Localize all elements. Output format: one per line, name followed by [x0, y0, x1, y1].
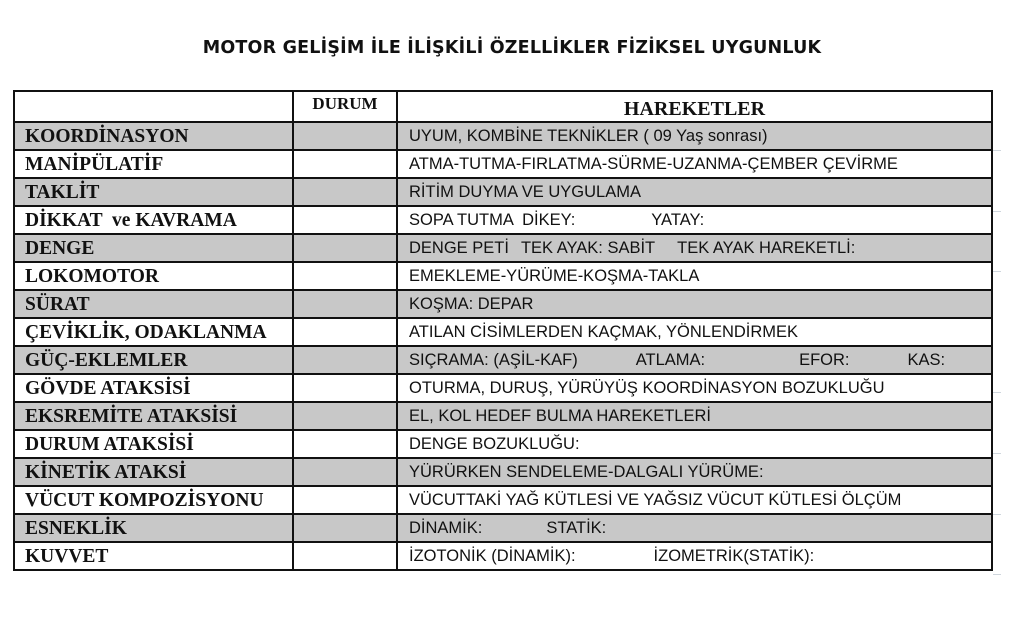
- moves-text: KOŞMA: DEPAR: [409, 295, 534, 313]
- moves-text: STATİK:: [546, 519, 607, 537]
- moves-text: UYUM, KOMBİNE TEKNİKLER ( 09 Yaş sonrası): [409, 127, 768, 145]
- table-row: [14, 290, 992, 318]
- status-cell[interactable]: [293, 346, 397, 374]
- moves-text: KAS:: [907, 351, 946, 369]
- status-cell[interactable]: [293, 150, 397, 178]
- table-header-row: [14, 91, 992, 122]
- moves-cell: [397, 486, 992, 514]
- moves-text: RİTİM DUYMA VE UYGULAMA: [409, 183, 641, 201]
- property-cell: MANİPÜLATİF: [14, 150, 293, 178]
- table-row: [14, 374, 992, 402]
- moves-cell: [397, 430, 992, 458]
- moves-text: TEK AYAK HAREKETLİ:: [677, 239, 856, 257]
- moves-text: DİNAMİK:: [409, 519, 483, 537]
- status-cell[interactable]: [293, 262, 397, 290]
- status-cell[interactable]: [293, 374, 397, 402]
- property-cell: LOKOMOTOR: [14, 262, 293, 290]
- motor-development-table: [13, 90, 993, 571]
- moves-text: TEK AYAK: SABİT: [520, 239, 656, 257]
- status-cell[interactable]: [293, 178, 397, 206]
- moves-text: EL, KOL HEDEF BULMA HAREKETLERİ: [409, 407, 711, 425]
- table-row: [14, 430, 992, 458]
- moves-cell: [397, 318, 992, 346]
- moves-cell: [397, 458, 992, 486]
- property-cell: DİKKAT ve KAVRAMA: [14, 206, 293, 234]
- status-cell[interactable]: [293, 430, 397, 458]
- margin-tick: [993, 150, 1001, 151]
- moves-cell: [397, 542, 992, 570]
- moves-text: YATAY:: [651, 211, 705, 229]
- table-row: [14, 458, 992, 486]
- property-cell: SÜRAT: [14, 290, 293, 318]
- moves-text: ATLAMA:: [635, 351, 706, 369]
- margin-tick: [993, 211, 1001, 212]
- table-row: [14, 150, 992, 178]
- margin-tick: [993, 392, 1001, 393]
- property-cell: GÖVDE ATAKSİSİ: [14, 374, 293, 402]
- moves-cell: [397, 514, 992, 542]
- property-cell: EKSREMİTE ATAKSİSİ: [14, 402, 293, 430]
- property-cell: KİNETİK ATAKSİ: [14, 458, 293, 486]
- header-status: DURUM: [293, 91, 397, 122]
- property-cell: DENGE: [14, 234, 293, 262]
- moves-cell: [397, 122, 992, 150]
- table-row: [14, 234, 992, 262]
- moves-text: DENGE BOZUKLUĞU:: [409, 435, 580, 453]
- moves-text: SIÇRAMA: (AŞİL-KAF): [409, 351, 578, 369]
- table-row: [14, 542, 992, 570]
- property-cell: KUVVET: [14, 542, 293, 570]
- table-row: [14, 178, 992, 206]
- moves-text: EFOR:: [799, 351, 850, 369]
- table-row: [14, 514, 992, 542]
- table-row: [14, 262, 992, 290]
- moves-cell: [397, 234, 992, 262]
- margin-tick: [993, 271, 1001, 272]
- header-moves: HAREKETLER: [397, 91, 992, 122]
- moves-text: İZOMETRİK(STATİK):: [653, 547, 815, 565]
- header-property: [14, 91, 293, 122]
- status-cell[interactable]: [293, 486, 397, 514]
- status-cell[interactable]: [293, 514, 397, 542]
- moves-text: İZOTONİK (DİNAMİK):: [409, 547, 576, 565]
- property-cell: ÇEVİKLİK, ODAKLANMA: [14, 318, 293, 346]
- table-row: [14, 122, 992, 150]
- status-cell[interactable]: [293, 402, 397, 430]
- table-row: [14, 486, 992, 514]
- margin-tick: [993, 514, 1001, 515]
- moves-cell: [397, 346, 992, 374]
- property-cell: TAKLİT: [14, 178, 293, 206]
- moves-cell: [397, 402, 992, 430]
- property-cell: KOORDİNASYON: [14, 122, 293, 150]
- document-title: MOTOR GELİŞİM İLE İLİŞKİLİ ÖZELLİKLER FİZİKSEL UYGUNLUK: [202, 38, 822, 58]
- moves-text: DENGE PETİ: [409, 239, 509, 257]
- moves-text: YÜRÜRKEN SENDELEME-DALGALI YÜRÜME:: [409, 463, 764, 481]
- table-row: [14, 402, 992, 430]
- table-row: [14, 346, 992, 374]
- status-cell[interactable]: [293, 234, 397, 262]
- moves-cell: [397, 150, 992, 178]
- status-cell[interactable]: [293, 318, 397, 346]
- moves-text: SOPA TUTMA DİKEY:: [409, 211, 576, 229]
- margin-tick: [993, 453, 1001, 454]
- moves-text: VÜCUTTAKİ YAĞ KÜTLESİ VE YAĞSIZ VÜCUT KÜTLESİ ÖLÇÜM: [409, 491, 902, 509]
- moves-text: EMEKLEME-YÜRÜME-KOŞMA-TAKLA: [409, 267, 700, 285]
- moves-cell: [397, 262, 992, 290]
- moves-cell: [397, 206, 992, 234]
- property-cell: ESNEKLİK: [14, 514, 293, 542]
- status-cell[interactable]: [293, 290, 397, 318]
- moves-text: ATMA-TUTMA-FIRLATMA-SÜRME-UZANMA-ÇEMBER ÇEVİRME: [409, 155, 898, 173]
- property-cell: GÜÇ-EKLEMLER: [14, 346, 293, 374]
- moves-text: OTURMA, DURUŞ, YÜRÜYÜŞ KOORDİNASYON BOZUKLUĞU: [409, 379, 885, 397]
- moves-text: ATILAN CİSİMLERDEN KAÇMAK, YÖNLENDİRMEK: [409, 323, 799, 341]
- table-row: [14, 206, 992, 234]
- property-cell: DURUM ATAKSİSİ: [14, 430, 293, 458]
- property-cell: VÜCUT KOMPOZİSYONU: [14, 486, 293, 514]
- status-cell[interactable]: [293, 458, 397, 486]
- table-row: [14, 318, 992, 346]
- margin-tick: [993, 574, 1001, 575]
- moves-cell: [397, 178, 992, 206]
- status-cell[interactable]: [293, 542, 397, 570]
- moves-cell: [397, 374, 992, 402]
- status-cell[interactable]: [293, 206, 397, 234]
- status-cell[interactable]: [293, 122, 397, 150]
- moves-cell: [397, 290, 992, 318]
